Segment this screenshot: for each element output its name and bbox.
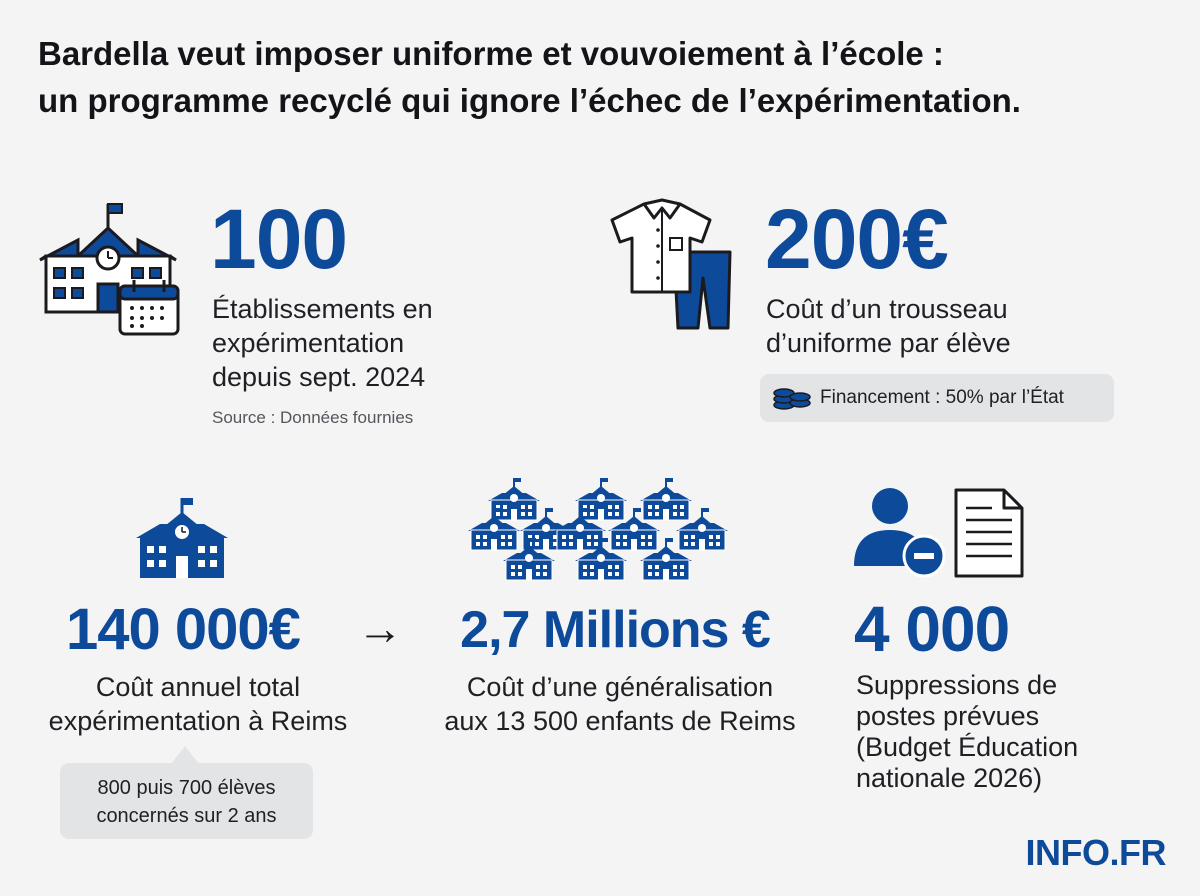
reims-desc-line: expérimentation à Reims [48, 706, 348, 736]
arrow-right-icon: → [357, 602, 403, 654]
uniform-desc-line: Coût d’un trousseau [766, 294, 1008, 324]
job-cuts-desc-line: (Budget Éducation [856, 732, 1079, 762]
school-calendar-icon [38, 196, 188, 341]
generalisation-desc-line: Coût d’une généralisation [466, 672, 774, 702]
schools-count-value: 100 [210, 192, 348, 286]
generalisation-description [410, 670, 830, 738]
students-note-line: concernés sur 2 ans [96, 805, 277, 827]
job-cuts-desc-line: nationale 2026) [856, 763, 1043, 793]
schools-desc-line: expérimentation [212, 328, 405, 358]
funding-note-text: Financement : 50% par l’État [820, 387, 1064, 408]
uniform-cost-value: 200€ [765, 192, 948, 286]
speech-bubble-tail [171, 746, 199, 764]
uniform-icon [606, 198, 736, 333]
uniform-description [766, 292, 1011, 360]
reims-cost-value: 140 000€ [66, 597, 300, 662]
title-line-2: un programme recyclé qui ignore l’échec de l’expérimentation. [38, 82, 1021, 119]
coins-icon [772, 383, 812, 418]
many-schools-icon [468, 472, 734, 584]
students-note [60, 763, 313, 839]
job-cuts-description [856, 670, 1078, 794]
uniform-desc-line: d’uniforme par élève [766, 328, 1011, 358]
school-icon [134, 496, 230, 580]
generalisation-desc-line: aux 13 500 enfants de Reims [444, 706, 796, 736]
students-note-line: 800 puis 700 élèves [97, 777, 276, 799]
reims-desc-line: Coût annuel total [95, 672, 301, 702]
reims-description [18, 670, 378, 738]
job-cuts-desc-line: Suppressions de [856, 670, 1058, 700]
funding-note [760, 374, 1114, 422]
schools-description [212, 292, 433, 394]
schools-desc-line: depuis sept. 2024 [212, 362, 426, 392]
page-title [38, 30, 1178, 124]
job-cuts-desc-line: postes prévues [856, 701, 1040, 731]
schools-desc-line: Établissements en [212, 294, 433, 324]
generalisation-cost-value: 2,7 Millions € [460, 601, 770, 659]
source-note: Source : Données fournies [212, 408, 414, 427]
job-cuts-value: 4 000 [854, 593, 1010, 665]
brand-logo: INFO.FR [1025, 832, 1166, 873]
title-line-1: Bardella veut imposer uniforme et vouvoiement à l’école : [38, 35, 944, 72]
person-minus-document-icon [854, 486, 1026, 582]
